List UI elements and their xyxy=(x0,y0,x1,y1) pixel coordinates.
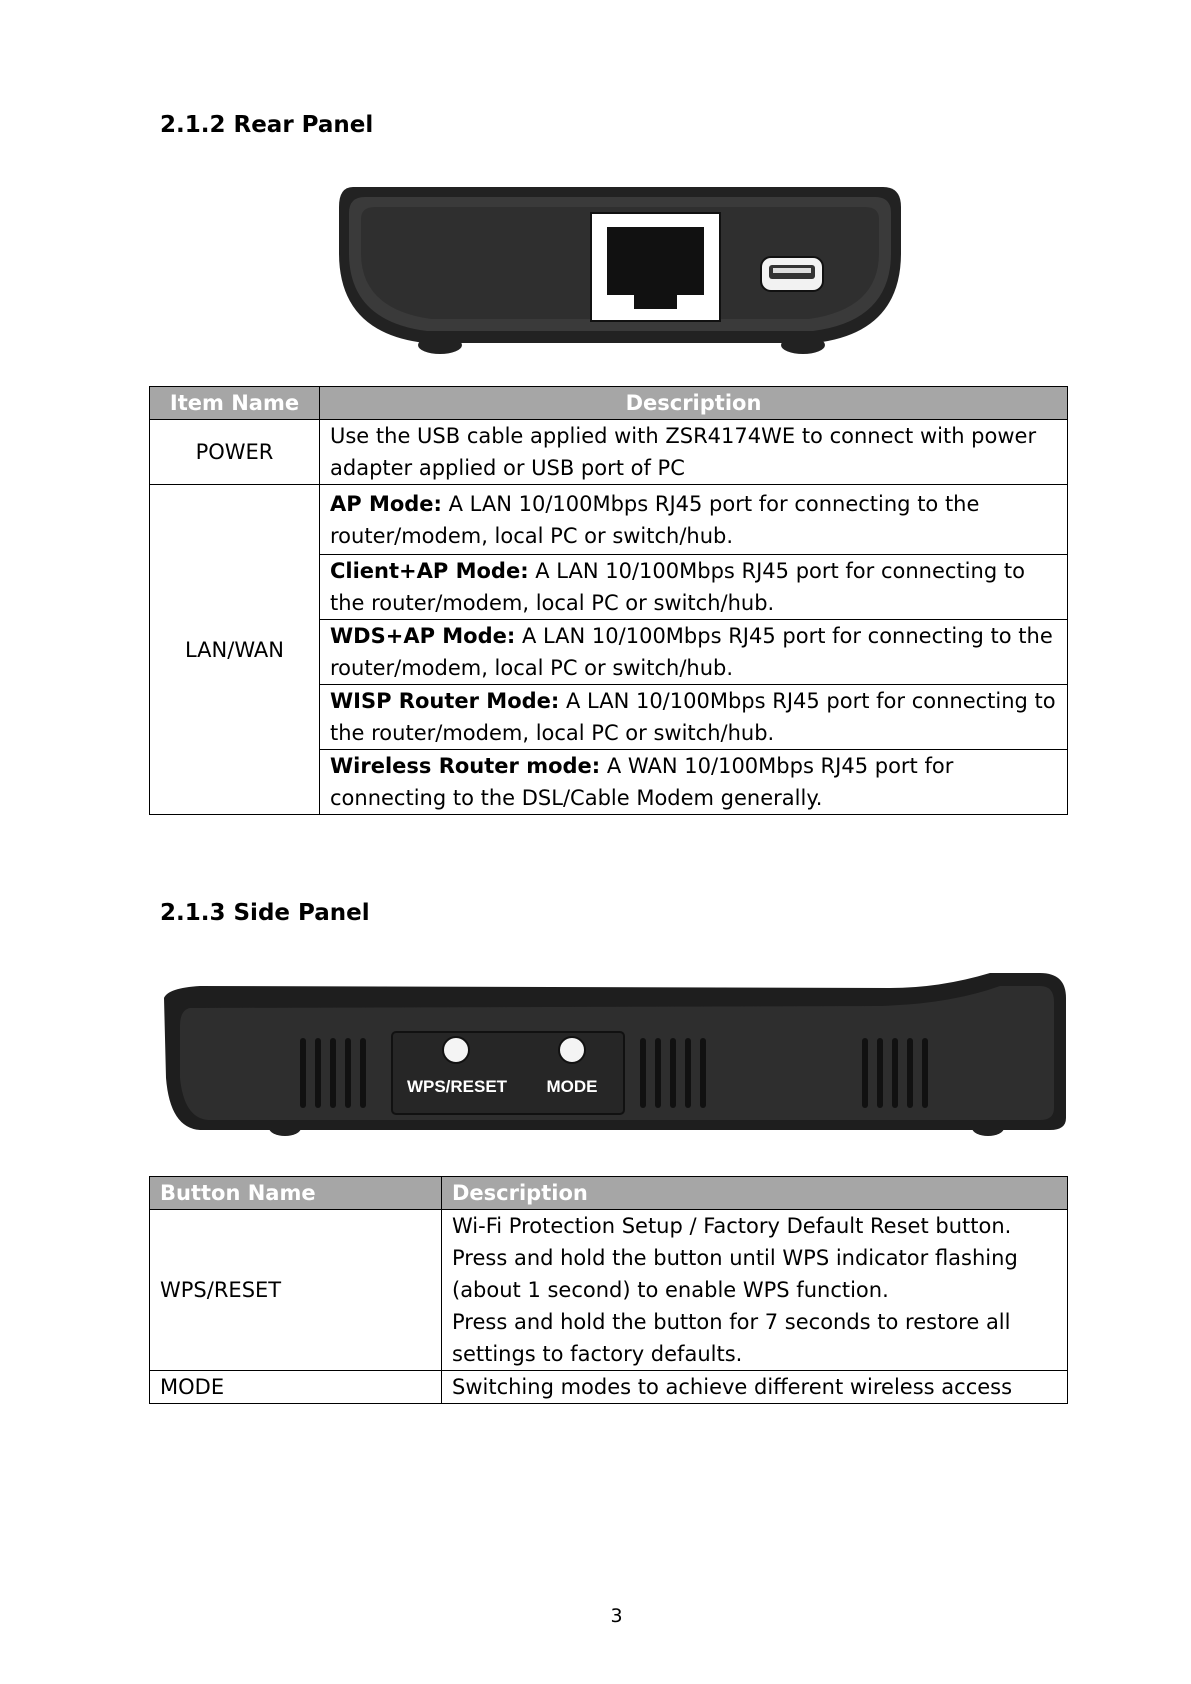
lan-wan-mode-description xyxy=(320,485,1068,555)
lan-wan-mode-description xyxy=(320,620,1068,685)
lan-wan-mode-description xyxy=(320,750,1068,815)
mode-label: WDS+AP Mode: xyxy=(330,624,516,648)
description-line: Press and hold the button for 7 seconds to restore all settings to factory defaults. xyxy=(452,1310,1011,1366)
column-header-button-name: Button Name xyxy=(150,1177,442,1210)
page-number: 3 xyxy=(610,1605,623,1627)
router-side-illustration xyxy=(164,973,1066,1136)
table-row-mode xyxy=(150,1371,1068,1404)
mode-description: Switching modes to achieve different wireless access xyxy=(442,1371,1068,1404)
column-header-description: Description xyxy=(320,387,1068,420)
mode-label: AP Mode: xyxy=(330,491,442,516)
rear-panel-heading: 2.1.2 Rear Panel xyxy=(160,112,374,138)
mode-text: A LAN 10/100Mbps RJ45 port for connecting to the router/modem, local PC or switch/hub. xyxy=(330,689,1056,745)
description-line: Press and hold the button until WPS indicator flashing (about 1 second) to enable WPS function. xyxy=(452,1246,1018,1302)
table-row-power xyxy=(150,420,1068,485)
lan-wan-mode-description xyxy=(320,685,1068,750)
table-row-lan-wan-ap xyxy=(150,485,1068,555)
rear-panel-figure xyxy=(335,183,905,361)
side-panel-table xyxy=(149,1176,1068,1404)
table-row-wps-reset xyxy=(150,1210,1068,1371)
column-header-description: Description xyxy=(442,1177,1068,1210)
mode-button-graphic xyxy=(559,1037,585,1063)
column-header-item-name: Item Name xyxy=(150,387,320,420)
mode-text: A WAN 10/100Mbps RJ45 port for connecting to the DSL/Cable Modem generally. xyxy=(330,754,954,810)
mode-label: Wireless Router mode: xyxy=(330,754,601,778)
side-panel-figure xyxy=(160,968,1070,1148)
mode-label: WISP Router Mode: xyxy=(330,689,560,713)
item-name-power: POWER xyxy=(150,420,320,485)
wps-reset-button-graphic xyxy=(443,1037,469,1063)
mode-text: A LAN 10/100Mbps RJ45 port for connecting to the router/modem, local PC or switch/hub. xyxy=(330,559,1025,615)
item-name-lan-wan: LAN/WAN xyxy=(150,485,320,815)
side-panel-heading: 2.1.3 Side Panel xyxy=(160,900,370,926)
description-line: Wi-Fi Protection Setup / Factory Default Reset button. xyxy=(452,1214,1012,1238)
table-header-row xyxy=(150,1177,1068,1210)
mode-label: MODE xyxy=(546,1077,598,1096)
rear-panel-table xyxy=(149,386,1068,815)
router-rear-illustration xyxy=(339,187,901,354)
wps-reset-description xyxy=(442,1210,1068,1371)
mode-text: A LAN 10/100Mbps RJ45 port for connecting to the router/modem, local PC or switch/hub. xyxy=(330,624,1053,680)
button-name-mode: MODE xyxy=(150,1371,442,1404)
wps-reset-label: WPS/RESET xyxy=(406,1077,508,1096)
mode-text: A LAN 10/100Mbps RJ45 port for connecting to the router/modem, local PC or switch/hub. xyxy=(330,491,980,548)
lan-wan-mode-description xyxy=(320,555,1068,620)
mode-label: Client+AP Mode: xyxy=(330,559,529,583)
power-description: Use the USB cable applied with ZSR4174WE to connect with power adapter applied or USB port of PC xyxy=(320,420,1068,485)
button-name-wps-reset: WPS/RESET xyxy=(150,1210,442,1371)
table-header-row xyxy=(150,387,1068,420)
